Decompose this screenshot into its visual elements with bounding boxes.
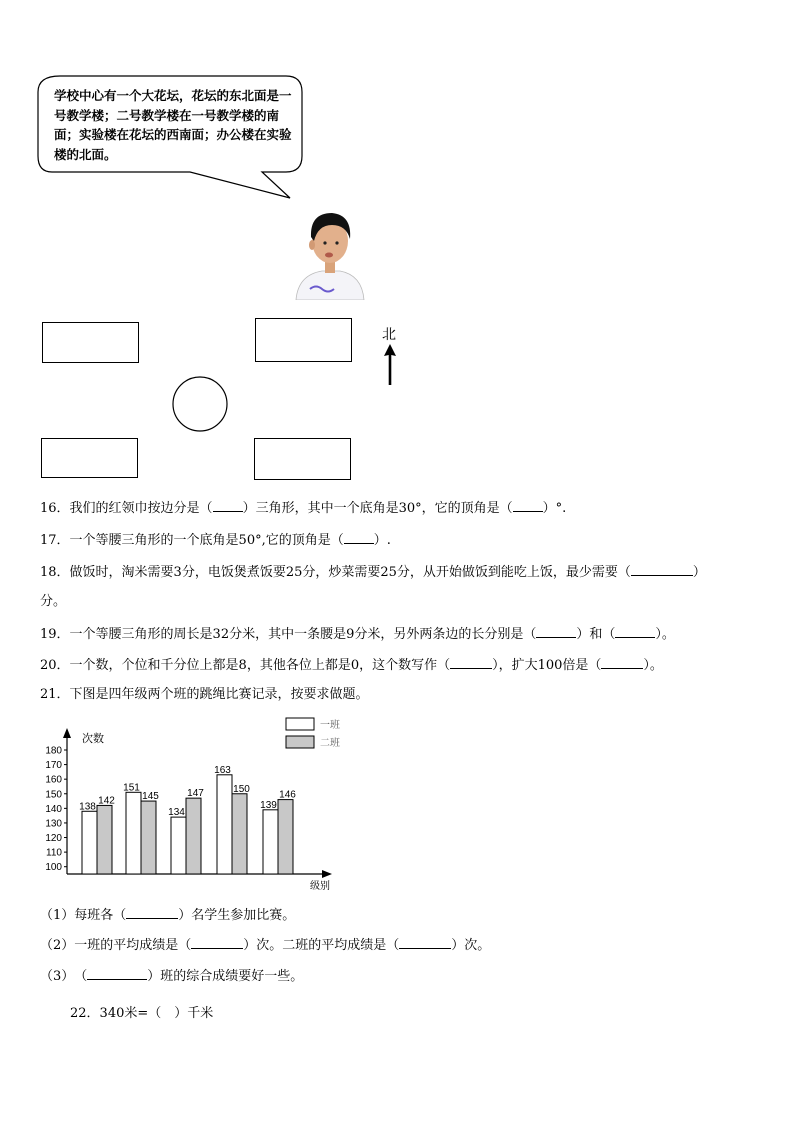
y-tick-label: 180 [45, 745, 62, 757]
bar-value-label: 151 [123, 782, 140, 794]
question-18-continued: 分。 [40, 594, 67, 609]
question-number: 20． [40, 658, 70, 673]
bar [126, 792, 141, 874]
question-text: ）°. [542, 501, 567, 516]
bar [171, 817, 186, 874]
question-text: ）。 [643, 658, 663, 673]
question-21-1 [40, 906, 295, 924]
question-number: 19． [40, 627, 70, 642]
bar-value-label: 150 [233, 783, 250, 795]
y-tick-label: 120 [45, 833, 62, 845]
north-label: 北 [382, 327, 396, 343]
question-text: ）. [373, 533, 391, 548]
question-text: 做饭时，淘米需要3分，电饭煲煮饭要25分，炒菜需要25分，从开始做饭到能吃上饭，最少需要（ [69, 565, 631, 580]
y-tick-label: 100 [45, 862, 62, 874]
building-box-northwest [42, 322, 139, 363]
answer-blank[interactable] [631, 563, 693, 576]
bar-value-label: 139 [260, 799, 277, 811]
y-tick-label: 140 [45, 803, 62, 815]
bar-value-label: 134 [168, 807, 185, 819]
question-number: 18． [40, 565, 70, 580]
legend-swatch [286, 718, 314, 730]
bar [263, 810, 278, 874]
question-text: 我们的红领巾按边分是（ [69, 501, 213, 516]
answer-blank[interactable] [513, 499, 543, 512]
question-text: 一个数，个位和千分位上都是8，其他各位上都是0，这个数写作（ [69, 658, 451, 673]
answer-blank[interactable] [450, 656, 492, 669]
building-box-northeast [255, 318, 352, 362]
speech-text: 学校中心有一个大花坛，花坛的东北面是一号教学楼；二号教学楼在一号教学楼的南面；实验楼在花坛的西南面；办公楼在实验楼的北面。 [54, 88, 292, 162]
question-text: ），扩大100倍是（ [492, 658, 602, 673]
question-text: ）和（ [576, 627, 616, 642]
bar-value-label: 146 [279, 789, 296, 801]
y-tick-label: 160 [45, 774, 62, 786]
answer-blank[interactable] [344, 531, 374, 544]
question-text: ） [692, 565, 706, 580]
bar-value-label: 142 [98, 795, 115, 807]
question-21-3 [40, 967, 303, 985]
answer-blank[interactable] [536, 625, 576, 638]
answer-blank[interactable] [87, 967, 147, 980]
jump-rope-bar-chart [30, 710, 360, 895]
question-number: 22． [70, 1006, 100, 1021]
question-text: ）次。二班的平均成绩是（ [243, 938, 400, 953]
bar [186, 798, 201, 874]
bar-value-label: 163 [214, 764, 231, 776]
y-axis-arrow-icon [63, 728, 71, 738]
bar [82, 811, 97, 874]
question-number: 16． [40, 501, 70, 516]
question-text: 下图是四年级两个班的跳绳比赛记录，按要求做题。 [69, 687, 369, 702]
question-18 [40, 563, 706, 581]
bar [97, 805, 112, 874]
question-text: ）班的综合成绩要好一些。 [147, 969, 304, 984]
bar [278, 800, 293, 874]
bar-value-label: 138 [79, 801, 96, 813]
answer-blank[interactable] [615, 625, 655, 638]
question-text: 一个等腰三角形的周长是32分米，其中一条腰是9分米，另外两条边的长分别是（ [69, 627, 537, 642]
x-axis-arrow-icon [322, 870, 332, 878]
question-text: ）名学生参加比赛。 [178, 908, 296, 923]
question-text: ）三角形，其中一个底角是30°，它的顶角是（ [242, 501, 513, 516]
boy-illustration [290, 205, 370, 300]
question-22 [70, 1006, 213, 1022]
question-21 [40, 687, 369, 703]
bar-value-label: 145 [142, 791, 159, 803]
y-tick-label: 150 [45, 789, 62, 801]
answer-blank[interactable] [191, 936, 243, 949]
question-19 [40, 625, 675, 643]
answer-blank[interactable] [213, 499, 243, 512]
question-text: 一个等腰三角形的一个底角是50°,它的顶角是（ [69, 533, 344, 548]
y-tick-label: 130 [45, 818, 62, 830]
question-text: （1）每班各（ [40, 908, 127, 923]
question-16 [40, 499, 566, 517]
bar [232, 794, 247, 874]
question-text: ）次。 [451, 938, 491, 953]
legend-swatch [286, 736, 314, 748]
north-arrow-icon [382, 344, 398, 386]
bar [141, 801, 156, 874]
question-text: （2）一班的平均成绩是（ [40, 938, 192, 953]
building-box-southeast [254, 438, 351, 480]
question-20 [40, 656, 663, 674]
flower-bed-circle [170, 375, 230, 433]
building-box-southwest [41, 438, 138, 478]
bar-value-label: 147 [187, 788, 204, 800]
question-text: 340米=（ ）千米 [99, 1006, 214, 1021]
y-tick-label: 110 [46, 847, 62, 859]
legend-label: 二班 [320, 738, 340, 749]
bar [217, 775, 232, 874]
question-text: （3） （ [40, 969, 88, 984]
y-axis-label: 次数 [82, 733, 104, 745]
answer-blank[interactable] [399, 936, 451, 949]
question-17 [40, 531, 391, 549]
legend-label: 一班 [320, 720, 340, 731]
question-21-2 [40, 936, 490, 954]
answer-blank[interactable] [126, 906, 178, 919]
question-number: 21． [40, 687, 70, 702]
y-tick-label: 170 [45, 760, 62, 772]
answer-blank[interactable] [601, 656, 643, 669]
question-number: 17． [40, 533, 70, 548]
question-text: ）。 [655, 627, 675, 642]
x-axis-label: 级别 [310, 881, 330, 892]
